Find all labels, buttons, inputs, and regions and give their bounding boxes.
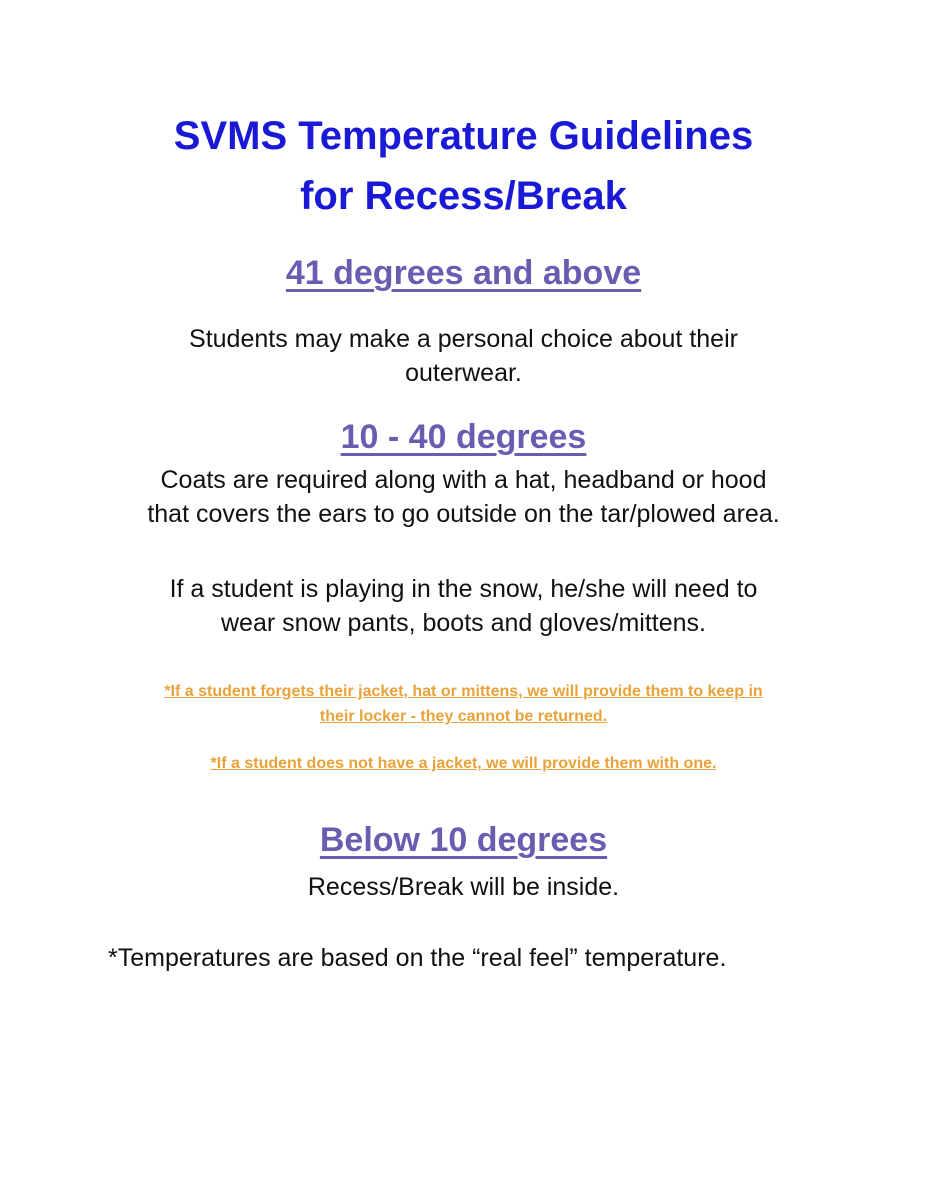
title-line-1: SVMS Temperature Guidelines bbox=[173, 114, 754, 158]
note-no-jacket bbox=[0, 751, 927, 776]
note-forgotten-items bbox=[0, 679, 927, 729]
section-text-snow bbox=[0, 572, 927, 640]
note-line: *If a student forgets their jacket, hat or mittens, we will provide them to keep in bbox=[164, 683, 763, 700]
text-line: Students may make a personal choice about their bbox=[189, 325, 738, 353]
section-text-below-10: Recess/Break will be inside. bbox=[307, 873, 620, 901]
text-line: outerwear. bbox=[405, 359, 522, 387]
text-line: If a student is playing in the snow, he/she will need to bbox=[169, 575, 758, 603]
section-heading-10-to-40: 10 - 40 degrees bbox=[340, 418, 587, 456]
note-line: *If a student does not have a jacket, we will provide them with one. bbox=[210, 755, 717, 772]
section-heading-41-and-above: 41 degrees and above bbox=[285, 254, 642, 292]
text-line: Coats are required along with a hat, headband or hood bbox=[160, 466, 767, 494]
section-text-coats bbox=[0, 463, 927, 531]
page-title bbox=[0, 106, 927, 226]
section-text-41-and-above bbox=[0, 322, 927, 390]
text-line: wear snow pants, boots and gloves/mittens. bbox=[221, 609, 706, 637]
section-heading-below-10: Below 10 degrees bbox=[319, 821, 608, 859]
text-line: that covers the ears to go outside on the tar/plowed area. bbox=[147, 500, 780, 528]
note-line: their locker - they cannot be returned. bbox=[319, 708, 608, 725]
footnote-real-feel: *Temperatures are based on the “real feel” temperature. bbox=[108, 944, 727, 972]
title-line-2: for Recess/Break bbox=[300, 174, 627, 218]
